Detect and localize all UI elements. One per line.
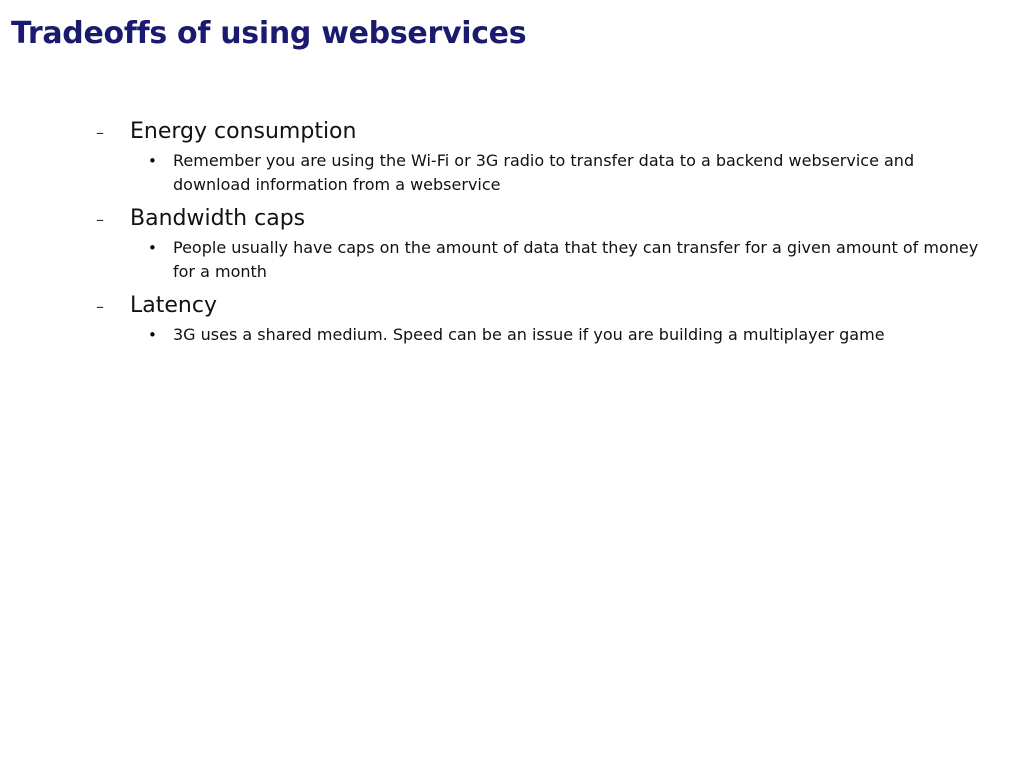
dash-marker: – <box>96 210 104 229</box>
dash-marker: – <box>96 297 104 316</box>
topic-label-latency: Latency <box>130 293 217 318</box>
subpoint-text: 3G uses a shared medium. Speed can be an issue if you are building a multiplayer game <box>173 325 885 344</box>
subpoint-text: People usually have caps on the amount of data that they can transfer for a given amount of money for a month <box>173 238 979 281</box>
subpoint-item <box>144 323 994 347</box>
topic-item <box>94 117 994 197</box>
bullet-marker: • <box>148 326 157 344</box>
subpoint-list <box>94 323 994 347</box>
subpoint-item <box>144 236 994 284</box>
topic-item <box>94 204 994 284</box>
subpoint-text: Remember you are using the Wi-Fi or 3G radio to transfer data to a backend webservice and download information from a webservice <box>173 151 915 194</box>
topic-row <box>94 117 994 147</box>
bullet-marker: • <box>148 239 157 257</box>
dash-marker: – <box>96 123 104 142</box>
topic-list <box>94 117 994 354</box>
subpoint-list <box>94 236 994 284</box>
subpoint-list <box>94 149 994 197</box>
topic-row <box>94 291 994 321</box>
topic-row <box>94 204 994 234</box>
topic-item <box>94 291 994 347</box>
topic-label-bandwidth-caps: Bandwidth caps <box>130 206 306 231</box>
subpoint-item <box>144 149 994 197</box>
topic-label-energy-consumption: Energy consumption <box>130 119 357 144</box>
bullet-marker: • <box>148 152 157 170</box>
slide-title: Tradeoffs of using webservices <box>11 16 527 51</box>
